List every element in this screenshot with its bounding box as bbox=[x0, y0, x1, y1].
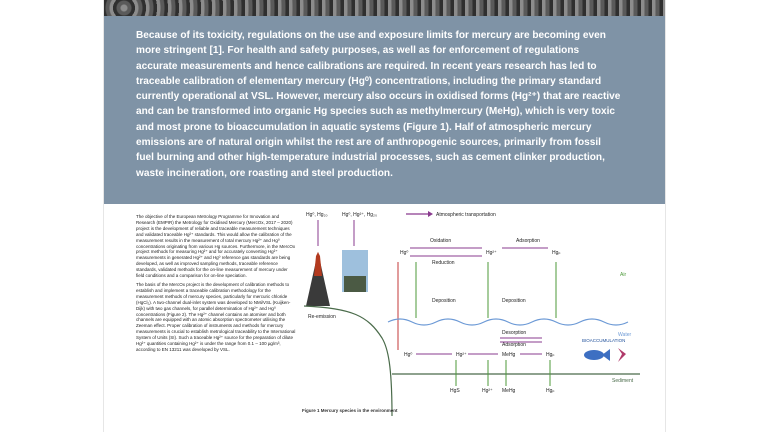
species-mehg-water: MeHg bbox=[502, 352, 516, 358]
water-surface bbox=[388, 319, 628, 325]
sediment-hg2: Hg²⁺ bbox=[482, 388, 493, 394]
intro-line: emissions are of natural origin whilst the rest are of anthropogenic sources, primarily from fossil bbox=[136, 137, 601, 149]
factory-building bbox=[344, 276, 366, 292]
volcano-lava bbox=[314, 252, 322, 276]
oxidation-label: Oxidation bbox=[430, 238, 452, 244]
sediment-hgs: HgS bbox=[450, 388, 460, 394]
lower-section bbox=[104, 204, 665, 432]
intro-line: and most prone to bioaccumulation in aquatic systems (Figure 1). Half of atmospheric mercury bbox=[136, 121, 592, 133]
sediment-zone-label: Sediment bbox=[612, 378, 634, 384]
intro-line: accurate measurements and hence calibrations are required. In recent years research has led to bbox=[136, 60, 597, 72]
adsorption-air-label: Adsorption bbox=[516, 238, 540, 244]
species-hg2-water: Hg²⁺ bbox=[456, 352, 467, 358]
source-label-natural: Hg⁰, Hg₂₀ bbox=[306, 212, 328, 218]
species-hg0-air: Hg⁰ bbox=[400, 250, 409, 256]
intro-panel bbox=[104, 16, 665, 204]
land-profile bbox=[304, 306, 392, 416]
transport-arrow-head bbox=[428, 211, 433, 217]
fish-icon bbox=[584, 350, 604, 360]
intro-line: more stringent [1]. For health and safety purposes, as well as for enforcement of regulations bbox=[136, 45, 580, 57]
species-hg2-air: Hg²⁺ bbox=[486, 250, 497, 256]
desorption-label: Desorption bbox=[502, 330, 527, 336]
transport-label: Atmospheric transportation bbox=[436, 212, 496, 218]
bioaccumulation-label: BIOACCUMULATION bbox=[582, 338, 626, 343]
body-paragraph-2: The basis of the MercOx project is the development of calibration methods to establish and implement a traceable calibration methodology for the measurement methods of mercury species, particularly for mercuric chloride (HgCl₂). A two-channel dual-inlet system was developed to NMi/VSL (Kuijken-Dijk) with two gas channels, for parallel determination of Hg²⁺ and Hg⁰ concentrations (Figure 2). The Hg²⁺ channel contains an atomiser and both channels are equipped with an atomic absorption spectrometer utilising the Zeeman effect. Proper calibration of instruments and methods for mercury measurements is crucial to establish metrological traceability to the International System of Units (SI). Such a traceable Hg²⁺ source for the preparation of dilute Hg²⁺ quantities containing Hg²⁺ is under the range from 0.1 – 100 µg/m³, according to EN 13211 was developed by VSL. bbox=[136, 281, 296, 352]
intro-line: Because of its toxicity, regulations on the use and exposure limits for mercury are becoming even bbox=[136, 30, 606, 41]
body-paragraph-1: The objective of the European Metrology Programme for Innovation and Research (EMPIR) the Metrology for Oxidised Mercury (MercOx, 2017 – 2020) project is the development of reliable and traceable measurement techniques and validated traceable Hg²⁺ standards. This would allow the calibration of the measurement results in the measurement of total mercury Hg²⁺ and Hg⁰ concentrations originating from various Hg sources. Furthermore, in the MercOx project methods for measuring Hg²⁺ and for accurately converting Hg²⁺ measurements in generated Hg²⁺ and Hg⁰ reference gas standards are being developed, as well as improved sampling methods, traceable reference standards, validated methods for the on-line measurement of mercury under field conditions and a comparison for on-line speciation. bbox=[136, 214, 296, 279]
source-label-anthropogenic: Hg⁰, Hg²⁺, Hg₂₀ bbox=[342, 212, 378, 218]
reemission-label: Re-emission bbox=[308, 314, 336, 320]
intro-paragraph bbox=[136, 28, 641, 181]
deposition-label-1: Deposition bbox=[432, 298, 456, 304]
species-hg0-water: Hg⁰ bbox=[404, 352, 413, 358]
adsorption-water-label: Adsorption bbox=[502, 342, 526, 348]
intro-line: traceable calibration of elementary mercury (Hg⁰) concentrations, including the primary standard bbox=[136, 75, 602, 87]
fish-tail-icon bbox=[602, 349, 610, 361]
intro-line: and can be transformed into organic Hg species such as methylmercury (MeHg), which is very toxic bbox=[136, 106, 616, 118]
mercury-cycle-figure bbox=[302, 206, 642, 432]
pebble-banner-image bbox=[104, 0, 665, 16]
sediment-hgp: Hgₚ bbox=[546, 388, 555, 394]
intro-line: currently operational at VSL. However, mercury also occurs in oxidised forms (Hg²⁺) that are reactive bbox=[136, 91, 621, 103]
body-column bbox=[136, 214, 296, 356]
air-zone-label: Air bbox=[620, 272, 627, 278]
species-hgp-water: Hgₚ bbox=[546, 352, 555, 358]
sediment-mehg: MeHg bbox=[502, 388, 516, 394]
water-zone-label: Water bbox=[618, 332, 632, 338]
deposition-label-2: Deposition bbox=[502, 298, 526, 304]
reduction-label: Reduction bbox=[432, 260, 455, 266]
figure-caption: Figure 1 Mercury species in the environment bbox=[302, 408, 398, 413]
bird-icon bbox=[618, 348, 626, 362]
intro-line: waste incineration, ore roasting and steel production. bbox=[136, 167, 393, 179]
species-hgp-air: Hgₚ bbox=[552, 250, 561, 256]
intro-line: fuel burning and other high-temperature industrial processes, such as cement clinker production, bbox=[136, 152, 605, 164]
document-page bbox=[104, 0, 665, 432]
